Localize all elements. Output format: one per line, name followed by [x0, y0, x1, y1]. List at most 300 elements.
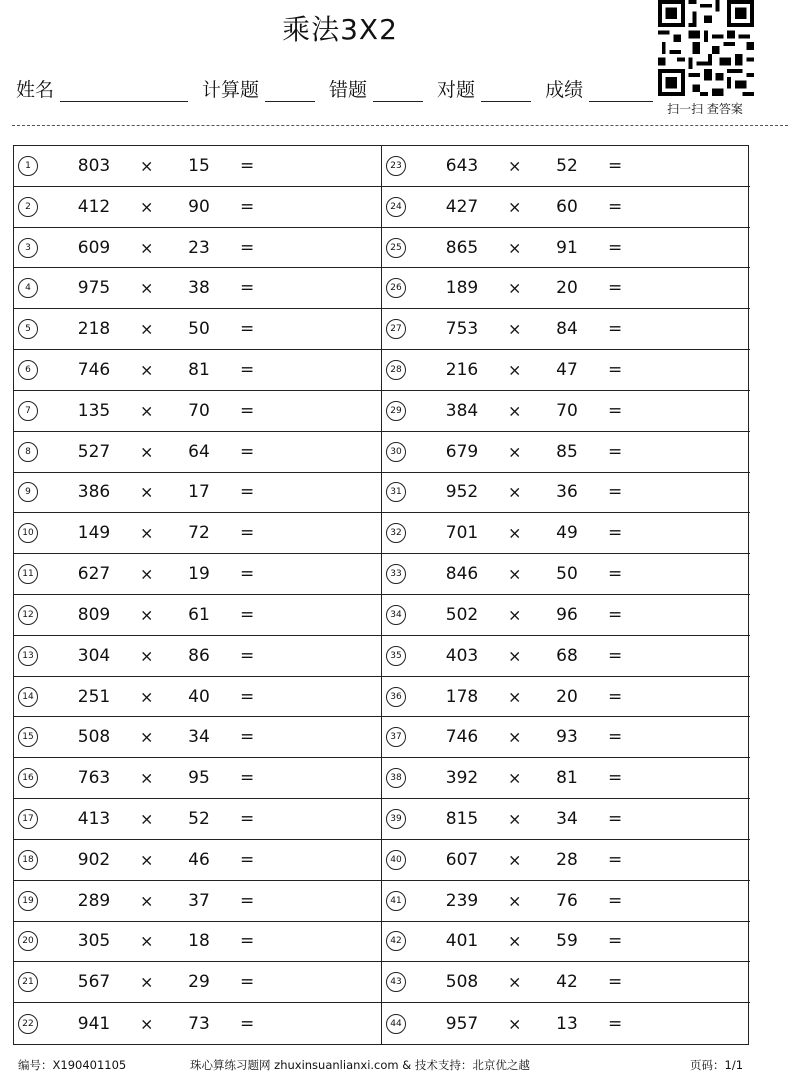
multiplicand: 304 [77, 645, 111, 666]
times-sign: × [508, 523, 522, 543]
problem-number: 5 [18, 319, 38, 339]
problem-row [14, 595, 382, 636]
times-sign: × [508, 727, 522, 747]
multiplicand: 902 [77, 849, 111, 870]
multiplicand: 305 [77, 931, 111, 952]
problem-row [14, 840, 382, 881]
answer-area[interactable] [638, 640, 744, 672]
multiplier: 70 [556, 400, 578, 421]
multiplier: 34 [556, 808, 578, 829]
multiplicand: 216 [445, 359, 479, 380]
problem-number: 42 [386, 931, 406, 951]
times-sign: × [508, 809, 522, 829]
problem-number: 7 [18, 401, 38, 421]
times-sign: × [508, 605, 522, 625]
multiplicand: 815 [445, 808, 479, 829]
problem-number: 41 [386, 891, 406, 911]
qr-code-icon[interactable] [658, 0, 754, 96]
times-sign: × [140, 768, 154, 788]
multiplier: 64 [188, 441, 210, 462]
times-sign: × [140, 727, 154, 747]
multiplicand: 403 [445, 645, 479, 666]
footer-site: 珠心算练习题网 zhuxinsuanlianxi.com & 技术支持：北京优之越 [190, 1058, 530, 1072]
answer-area[interactable] [638, 232, 744, 264]
multiplicand: 941 [77, 1013, 111, 1034]
problem-row [14, 473, 382, 514]
multiplier: 42 [556, 972, 578, 993]
multiplicand: 427 [445, 196, 479, 217]
equals-sign: = [240, 645, 255, 666]
problem-row [382, 554, 750, 595]
multiplicand: 508 [445, 972, 479, 993]
right-label: 对题 [437, 79, 476, 101]
problem-row [14, 1003, 382, 1044]
problem-row [14, 513, 382, 554]
multiplicand: 627 [77, 564, 111, 585]
problem-row [14, 432, 382, 473]
multiplier: 96 [556, 604, 578, 625]
times-sign: × [140, 1014, 154, 1034]
problem-number: 25 [386, 238, 406, 258]
multiplier: 46 [188, 849, 210, 870]
multiplier: 90 [188, 196, 210, 217]
problem-row [14, 881, 382, 922]
times-sign: × [140, 605, 154, 625]
answer-area[interactable] [638, 477, 744, 509]
answer-area[interactable] [270, 721, 375, 753]
multiplicand: 809 [77, 604, 111, 625]
multiplier: 15 [188, 155, 210, 176]
equals-sign: = [608, 686, 623, 707]
problem-number: 33 [386, 564, 406, 584]
problem-row [14, 268, 382, 309]
problem-row [14, 146, 382, 187]
multiplicand: 149 [77, 523, 111, 544]
problem-number: 4 [18, 278, 38, 298]
multiplier: 81 [556, 768, 578, 789]
times-sign: × [140, 564, 154, 584]
problem-number: 15 [18, 727, 38, 747]
multiplicand: 527 [77, 441, 111, 462]
answer-area[interactable] [638, 272, 744, 304]
problem-row [14, 554, 382, 595]
worksheet-title: 乘法3X2 [282, 13, 398, 46]
answer-area[interactable] [638, 150, 744, 182]
multiplicand: 607 [445, 849, 479, 870]
problem-number: 37 [386, 727, 406, 747]
count-blank[interactable] [265, 77, 315, 102]
answer-area[interactable] [270, 272, 375, 304]
answer-area[interactable] [270, 926, 375, 958]
problem-number: 8 [18, 442, 38, 462]
multiplicand: 289 [77, 890, 111, 911]
equals-sign: = [608, 400, 623, 421]
problem-number: 36 [386, 687, 406, 707]
right-blank[interactable] [481, 77, 531, 102]
answer-area[interactable] [638, 191, 744, 223]
problem-number: 21 [18, 972, 38, 992]
answer-area[interactable] [270, 150, 375, 182]
multiplier: 50 [556, 564, 578, 585]
answer-area[interactable] [638, 721, 744, 753]
equals-sign: = [240, 849, 255, 870]
problem-row [14, 758, 382, 799]
answer-area[interactable] [270, 966, 375, 998]
multiplier: 70 [188, 400, 210, 421]
equals-sign: = [608, 931, 623, 952]
answer-area[interactable] [638, 803, 744, 835]
times-sign: × [140, 442, 154, 462]
problem-row [14, 636, 382, 677]
multiplier: 76 [556, 890, 578, 911]
problem-number: 26 [386, 278, 406, 298]
problem-number: 43 [386, 972, 406, 992]
equals-sign: = [240, 482, 255, 503]
answer-area[interactable] [270, 354, 375, 386]
answer-area[interactable] [270, 844, 375, 876]
answer-area[interactable] [638, 966, 744, 998]
multiplier: 37 [188, 890, 210, 911]
multiplicand: 763 [77, 768, 111, 789]
student-info-header [16, 72, 653, 102]
answer-area[interactable] [638, 1007, 744, 1040]
multiplier: 28 [556, 849, 578, 870]
times-sign: × [140, 319, 154, 339]
times-sign: × [508, 564, 522, 584]
equals-sign: = [608, 278, 623, 299]
problem-row [14, 391, 382, 432]
times-sign: × [508, 1014, 522, 1034]
multiplier: 73 [188, 1013, 210, 1034]
equals-sign: = [240, 237, 255, 258]
multiplicand: 746 [77, 359, 111, 380]
times-sign: × [508, 319, 522, 339]
multiplier: 52 [556, 155, 578, 176]
answer-area[interactable] [270, 191, 375, 223]
equals-sign: = [240, 686, 255, 707]
cut-line [12, 125, 788, 126]
multiplier: 93 [556, 727, 578, 748]
multiplicand: 386 [77, 482, 111, 503]
problem-number: 18 [18, 850, 38, 870]
name-blank[interactable] [60, 77, 188, 102]
problem-row [382, 268, 750, 309]
times-sign: × [508, 482, 522, 502]
equals-sign: = [240, 564, 255, 585]
equals-sign: = [240, 727, 255, 748]
problem-row [14, 962, 382, 1003]
multiplier: 84 [556, 319, 578, 340]
times-sign: × [508, 278, 522, 298]
problem-number: 29 [386, 401, 406, 421]
multiplier: 60 [556, 196, 578, 217]
problem-row [382, 636, 750, 677]
multiplicand: 218 [77, 319, 111, 340]
multiplicand: 567 [77, 972, 111, 993]
multiplicand: 746 [445, 727, 479, 748]
problem-number: 31 [386, 482, 406, 502]
problem-number: 1 [18, 156, 38, 176]
problem-number: 6 [18, 360, 38, 380]
problem-number: 39 [386, 809, 406, 829]
equals-sign: = [240, 808, 255, 829]
equals-sign: = [608, 523, 623, 544]
equals-sign: = [608, 319, 623, 340]
multiplier: 47 [556, 359, 578, 380]
problem-row [14, 677, 382, 718]
problem-number: 12 [18, 605, 38, 625]
answer-area[interactable] [270, 599, 375, 631]
multiplier: 34 [188, 727, 210, 748]
multiplier: 19 [188, 564, 210, 585]
times-sign: × [140, 972, 154, 992]
answer-area[interactable] [270, 681, 375, 713]
wrong-blank[interactable] [373, 77, 423, 102]
problem-number: 28 [386, 360, 406, 380]
problem-number: 44 [386, 1014, 406, 1034]
problem-number: 35 [386, 646, 406, 666]
answer-area[interactable] [270, 232, 375, 264]
times-sign: × [508, 646, 522, 666]
answer-area[interactable] [638, 558, 744, 590]
qr-caption: 扫一扫 查答案 [667, 102, 743, 116]
multiplicand: 609 [77, 237, 111, 258]
equals-sign: = [608, 1013, 623, 1034]
times-sign: × [508, 197, 522, 217]
times-sign: × [508, 687, 522, 707]
multiplicand: 865 [445, 237, 479, 258]
answer-area[interactable] [638, 681, 744, 713]
multiplicand: 679 [445, 441, 479, 462]
times-sign: × [140, 850, 154, 870]
answer-area[interactable] [638, 762, 744, 794]
multiplicand: 189 [445, 278, 479, 299]
answer-area[interactable] [638, 926, 744, 958]
multiplier: 17 [188, 482, 210, 503]
score-blank[interactable] [589, 77, 653, 102]
times-sign: × [508, 850, 522, 870]
problem-row [382, 391, 750, 432]
times-sign: × [508, 931, 522, 951]
times-sign: × [140, 523, 154, 543]
answer-area[interactable] [638, 313, 744, 345]
equals-sign: = [240, 278, 255, 299]
problem-row [382, 922, 750, 963]
multiplicand: 952 [445, 482, 479, 503]
problem-row [382, 595, 750, 636]
multiplier: 72 [188, 523, 210, 544]
equals-sign: = [608, 727, 623, 748]
problem-number: 2 [18, 197, 38, 217]
problem-row [14, 309, 382, 350]
multiplier: 13 [556, 1013, 578, 1034]
multiplier: 52 [188, 808, 210, 829]
problem-number: 20 [18, 931, 38, 951]
times-sign: × [140, 238, 154, 258]
count-label: 计算题 [202, 79, 260, 101]
problem-row [14, 799, 382, 840]
problem-number: 11 [18, 564, 38, 584]
equals-sign: = [240, 768, 255, 789]
problem-number: 34 [386, 605, 406, 625]
answer-area[interactable] [270, 517, 375, 549]
answer-area[interactable] [270, 803, 375, 835]
problem-number: 13 [18, 646, 38, 666]
equals-sign: = [608, 155, 623, 176]
answer-area[interactable] [270, 885, 375, 917]
problem-row [382, 146, 750, 187]
multiplicand: 846 [445, 564, 479, 585]
problem-row [382, 513, 750, 554]
problem-row [382, 840, 750, 881]
answer-area[interactable] [638, 844, 744, 876]
multiplicand: 178 [445, 686, 479, 707]
answer-area[interactable] [270, 1007, 375, 1040]
problem-number: 40 [386, 850, 406, 870]
problem-row [14, 717, 382, 758]
problem-grid [13, 145, 749, 1045]
multiplicand: 508 [77, 727, 111, 748]
multiplier: 81 [188, 359, 210, 380]
answer-area[interactable] [270, 477, 375, 509]
problem-number: 16 [18, 768, 38, 788]
name-label: 姓名 [16, 79, 55, 101]
equals-sign: = [608, 237, 623, 258]
equals-sign: = [240, 400, 255, 421]
equals-sign: = [240, 972, 255, 993]
answer-area[interactable] [638, 436, 744, 468]
equals-sign: = [608, 972, 623, 993]
multiplicand: 412 [77, 196, 111, 217]
times-sign: × [508, 891, 522, 911]
multiplicand: 401 [445, 931, 479, 952]
multiplier: 61 [188, 604, 210, 625]
times-sign: × [140, 931, 154, 951]
times-sign: × [140, 687, 154, 707]
equals-sign: = [608, 359, 623, 380]
problem-number: 3 [18, 238, 38, 258]
equals-sign: = [240, 1013, 255, 1034]
times-sign: × [508, 156, 522, 176]
multiplier: 59 [556, 931, 578, 952]
multiplicand: 384 [445, 400, 479, 421]
times-sign: × [140, 278, 154, 298]
footer-page: 页码：1/1 [690, 1058, 744, 1072]
multiplier: 86 [188, 645, 210, 666]
problem-row [382, 228, 750, 269]
multiplier: 20 [556, 686, 578, 707]
times-sign: × [140, 809, 154, 829]
equals-sign: = [240, 441, 255, 462]
multiplier: 49 [556, 523, 578, 544]
problem-number: 23 [386, 156, 406, 176]
problem-row [382, 677, 750, 718]
multiplier: 29 [188, 972, 210, 993]
problem-row [382, 881, 750, 922]
times-sign: × [508, 238, 522, 258]
equals-sign: = [608, 482, 623, 503]
answer-area[interactable] [638, 599, 744, 631]
answer-area[interactable] [270, 313, 375, 345]
equals-sign: = [240, 359, 255, 380]
equals-sign: = [608, 890, 623, 911]
answer-area[interactable] [270, 558, 375, 590]
equals-sign: = [240, 319, 255, 340]
times-sign: × [140, 482, 154, 502]
equals-sign: = [240, 523, 255, 544]
problem-number: 22 [18, 1014, 38, 1034]
multiplicand: 392 [445, 768, 479, 789]
times-sign: × [140, 156, 154, 176]
problem-number: 9 [18, 482, 38, 502]
answer-area[interactable] [638, 354, 744, 386]
problem-row [382, 473, 750, 514]
answer-area[interactable] [270, 436, 375, 468]
multiplicand: 413 [77, 808, 111, 829]
equals-sign: = [240, 890, 255, 911]
answer-area[interactable] [270, 395, 375, 427]
times-sign: × [508, 442, 522, 462]
multiplier: 91 [556, 237, 578, 258]
multiplier: 23 [188, 237, 210, 258]
times-sign: × [508, 768, 522, 788]
multiplicand: 753 [445, 319, 479, 340]
problem-row [14, 922, 382, 963]
equals-sign: = [608, 808, 623, 829]
problem-number: 17 [18, 809, 38, 829]
multiplicand: 957 [445, 1013, 479, 1034]
answer-area[interactable] [270, 762, 375, 794]
problem-row [14, 187, 382, 228]
equals-sign: = [608, 645, 623, 666]
problem-row [382, 799, 750, 840]
times-sign: × [140, 646, 154, 666]
times-sign: × [140, 401, 154, 421]
multiplicand: 701 [445, 523, 479, 544]
problem-row [382, 309, 750, 350]
multiplicand: 643 [445, 155, 479, 176]
problem-number: 24 [386, 197, 406, 217]
equals-sign: = [608, 196, 623, 217]
multiplier: 50 [188, 319, 210, 340]
answer-area[interactable] [638, 517, 744, 549]
problem-number: 14 [18, 687, 38, 707]
times-sign: × [508, 401, 522, 421]
multiplier: 40 [188, 686, 210, 707]
problem-number: 32 [386, 523, 406, 543]
problem-row [14, 350, 382, 391]
problem-row [382, 1003, 750, 1044]
multiplier: 36 [556, 482, 578, 503]
equals-sign: = [240, 155, 255, 176]
equals-sign: = [608, 768, 623, 789]
equals-sign: = [608, 564, 623, 585]
problem-row [382, 717, 750, 758]
equals-sign: = [240, 604, 255, 625]
answer-area[interactable] [638, 885, 744, 917]
multiplicand: 803 [77, 155, 111, 176]
wrong-label: 错题 [329, 79, 368, 101]
problem-row [382, 962, 750, 1003]
problem-row [382, 187, 750, 228]
answer-area[interactable] [638, 395, 744, 427]
multiplicand: 135 [77, 400, 111, 421]
problem-row [382, 350, 750, 391]
problem-row [382, 758, 750, 799]
problem-row [382, 432, 750, 473]
multiplier: 85 [556, 441, 578, 462]
answer-area[interactable] [270, 640, 375, 672]
